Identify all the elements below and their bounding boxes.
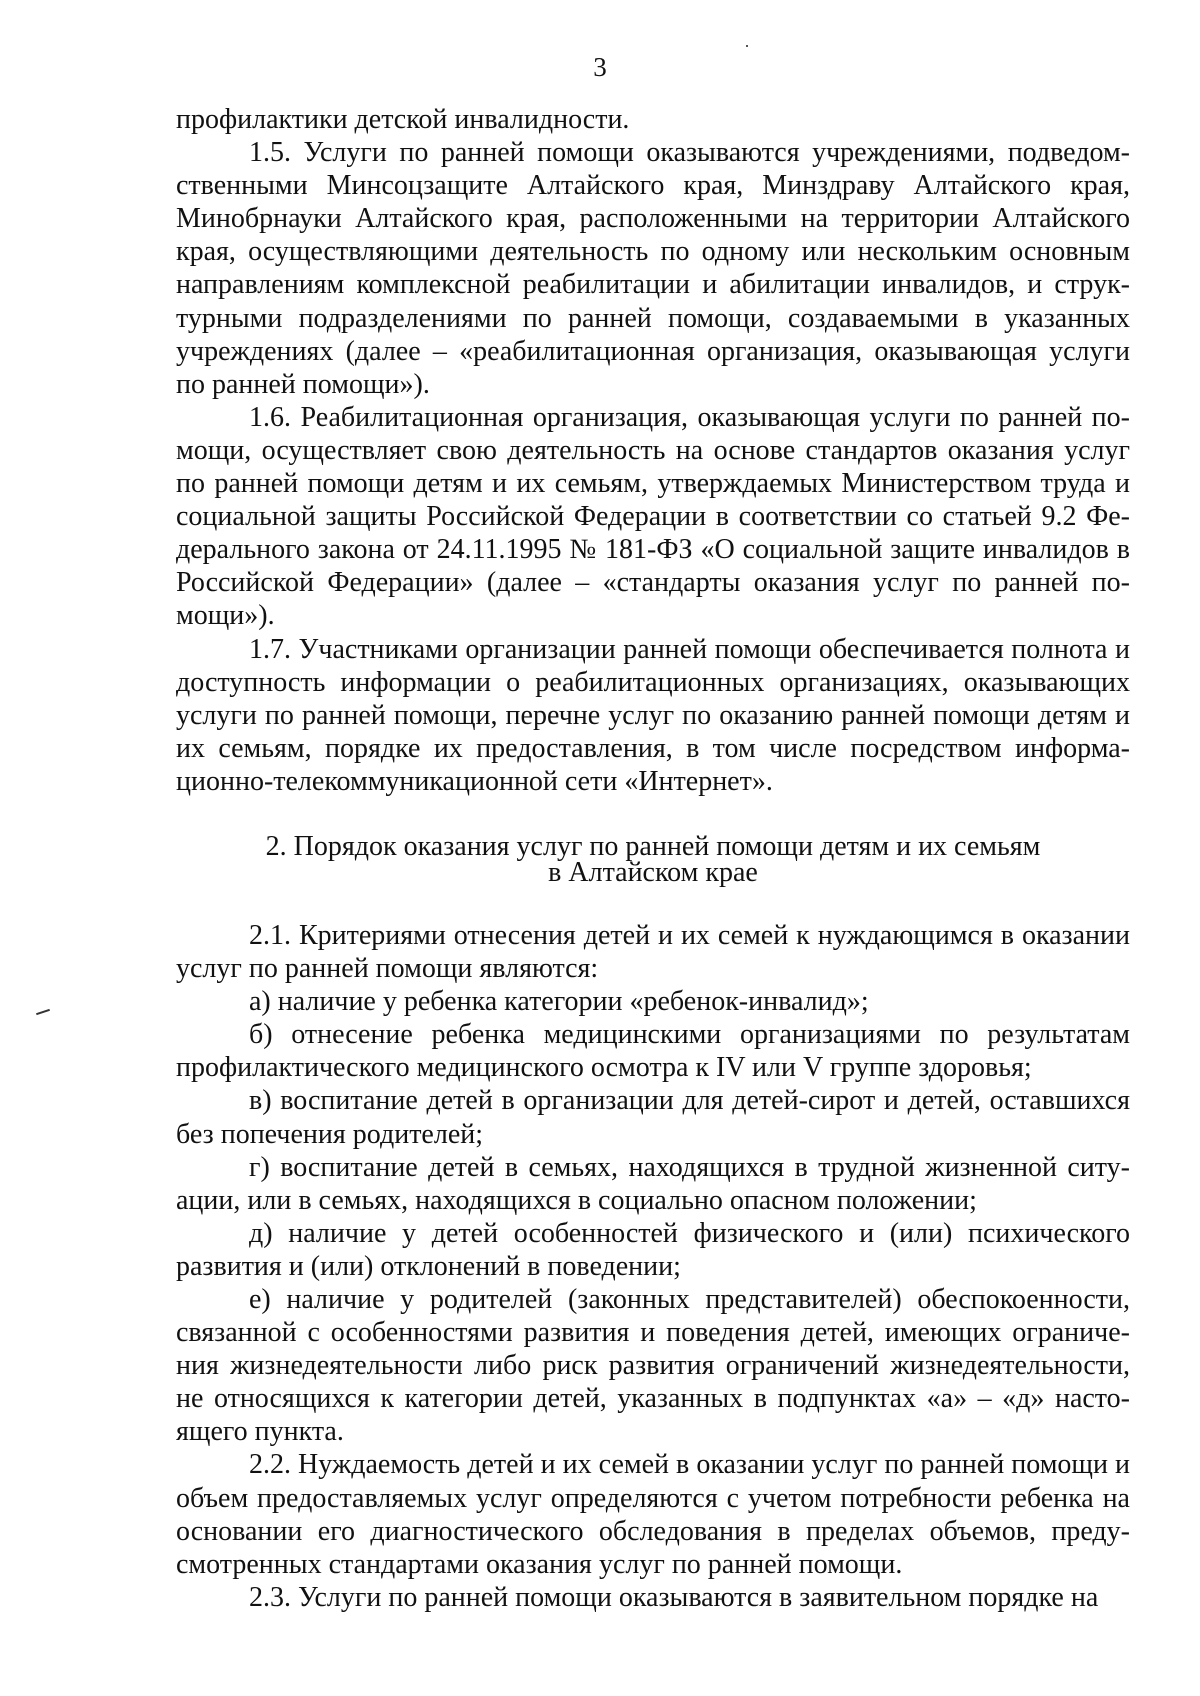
paragraph-continuation: профилактики детской инвалидности. — [176, 104, 630, 135]
clause-2-1-e: е) наличие у родителей (законных представителей) обеспокоенности, связанной с особенностями развития и поведения детей, имеющих ограничения жизнедеятельности либо риск развития ограничений жизнедеятельности, не относящихся к категории детей, указанных в подпунктах «а» – «д» настоящего пункта. — [176, 1284, 1130, 1448]
clause-2-1-a: а) наличие у ребенка категории «ребенок-инвалид»; — [249, 986, 869, 1018]
clause-1-6: 1.6. Реабилитационная организация, оказывающая услуги по ранней помощи, осуществляет свою деятельность на основе стандартов оказания услуг по ранней помощи детям и их семьям, утверждаемых Министерством труда и социальной защиты Российской Федерации в соответствии со статьей 9.2 Федерального закона от 24.11.1995 № 181-ФЗ «О социальной защите инвалидов в Российской Федерации» (далее – «стандарты оказания услуг по ранней помощи»). — [176, 401, 1130, 632]
section-2-heading — [176, 830, 1130, 888]
clause-1-7: 1.7. Участниками организации ранней помощи обеспечивается полнота и доступность информации о реабилитационных организациях, оказывающих услуги по ранней помощи, перечне услуг по оказанию ранней помощи детям и их семьям, порядке их предоставления, в том числе посредством информационно-телекоммуникационной сети «Интернет». — [176, 633, 1130, 797]
clause-2-1-b: б) отнесение ребенка медицинскими организациями по результатам профилактического медицинского осмотра к IV или V группе здоровья; — [176, 1019, 1130, 1084]
clause-2-3: 2.3. Услуги по ранней помощи оказываются в заявительном порядке на — [249, 1581, 1099, 1613]
clause-2-1-v: в) воспитание детей в организации для детей-сирот и детей, оставшихся без попечения родителей; — [176, 1085, 1130, 1150]
clause-2-1: 2.1. Критериями отнесения детей и их семей к нуждающимся в оказании услуг по ранней помощи являются: — [176, 919, 1130, 985]
section-2-heading-line-2: в Алтайском крае — [548, 856, 758, 888]
document-body — [176, 103, 1130, 1614]
page-number: 3 — [593, 52, 607, 82]
clause-2-1-g: г) воспитание детей в семьях, находящихся в трудной жизненной ситуации, или в семьях, находящихся в социально опасном положении; — [176, 1151, 1130, 1216]
clause-2-2: 2.2. Нуждаемость детей и их семей в оказании услуг по ранней помощи и объем предоставляемых услуг определяются с учетом потребности ребенка на основании его диагностического обследования в пределах объемов, предусмотренных стандартами оказания услуг по ранней помощи. — [176, 1449, 1130, 1580]
scan-speck — [746, 45, 748, 47]
section-2-heading-line-1: 2. Порядок оказания услуг по ранней помощи детям и их семьям — [265, 830, 1041, 862]
margin-mark — [36, 1009, 50, 1015]
clause-2-1-d: д) наличие у детей особенностей физического и (или) психического развития и (или) отклонений в поведении; — [176, 1217, 1130, 1282]
clause-1-5: 1.5. Услуги по ранней помощи оказываются учреждениями, подведомственными Минсоцзащите Алтайского края, Минздраву Алтайского края, Минобрнауки Алтайского края, расположенными на территории Алтайского края, осуществляющими деятельность по одному или нескольким основным направлениям комплексной реабилитации и абилитации инвалидов, и структурными подразделениями по ранней помощи, создаваемыми в указанных учреждениях (далее – «реабилитационная организация, оказывающая услуги по ранней помощи»). — [176, 137, 1130, 400]
